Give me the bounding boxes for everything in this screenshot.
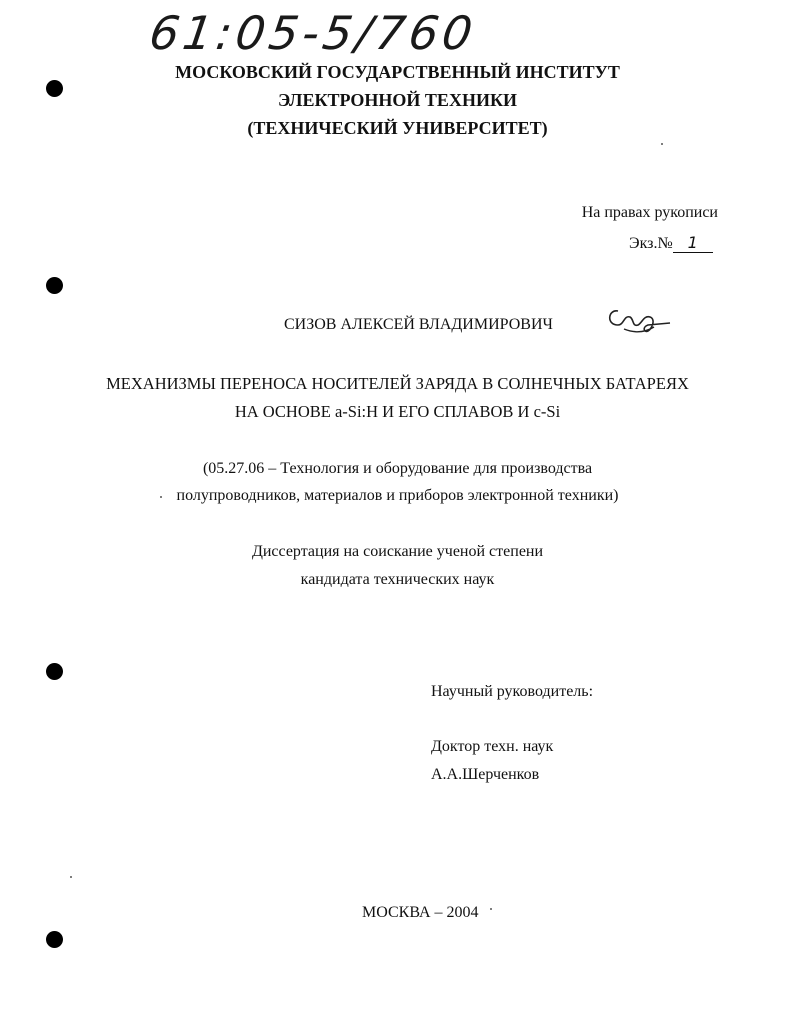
scan-speck	[160, 496, 162, 498]
degree-line-2: кандидата технических наук	[300, 571, 495, 588]
handwritten-archive-number: 61:05-5/760	[146, 6, 480, 60]
advisor-name: А.А.Шерченков	[431, 766, 540, 783]
copy-number: 1	[673, 233, 713, 253]
degree-line-1: Диссертация на соискание ученой степени	[251, 543, 544, 560]
institution-line-3: (ТЕХНИЧЕСКИЙ УНИВЕРСИТЕТ)	[247, 118, 548, 138]
title-line-2: НА ОСНОВЕ a-Si:H И ЕГО СПЛАВОВ И c-Si	[234, 402, 561, 421]
author-name: СИЗОВ АЛЕКСЕЙ ВЛАДИМИРОВИЧ	[284, 316, 553, 333]
specialty-line-1: (05.27.06 – Технология и оборудование для производства	[202, 460, 593, 477]
advisor-degree: Доктор техн. наук	[431, 738, 554, 755]
copy-number-line	[629, 233, 713, 253]
city-year: МОСКВА – 2004	[362, 904, 479, 921]
institution-line-2: ЭЛЕКТРОННОЙ ТЕХНИКИ	[277, 90, 517, 110]
copy-label: Экз.№	[629, 235, 673, 252]
scan-speck	[661, 143, 663, 145]
punch-hole	[46, 277, 63, 294]
specialty-line-2: полупроводников, материалов и приборов электронной техники)	[176, 487, 619, 504]
institution-line-1: МОСКОВСКИЙ ГОСУДАРСТВЕННЫЙ ИНСТИТУТ	[175, 62, 620, 82]
manuscript-rights: На правах рукописи	[581, 204, 718, 221]
title-line-1: МЕХАНИЗМЫ ПЕРЕНОСА НОСИТЕЛЕЙ ЗАРЯДА В СОЛНЕЧНЫХ БАТАРЕЯХ	[106, 374, 689, 393]
scan-speck	[490, 908, 492, 910]
advisor-label: Научный руководитель:	[431, 683, 594, 700]
scan-speck	[70, 876, 72, 878]
punch-hole	[46, 931, 63, 948]
punch-hole	[46, 663, 63, 680]
author-signature	[604, 303, 674, 337]
